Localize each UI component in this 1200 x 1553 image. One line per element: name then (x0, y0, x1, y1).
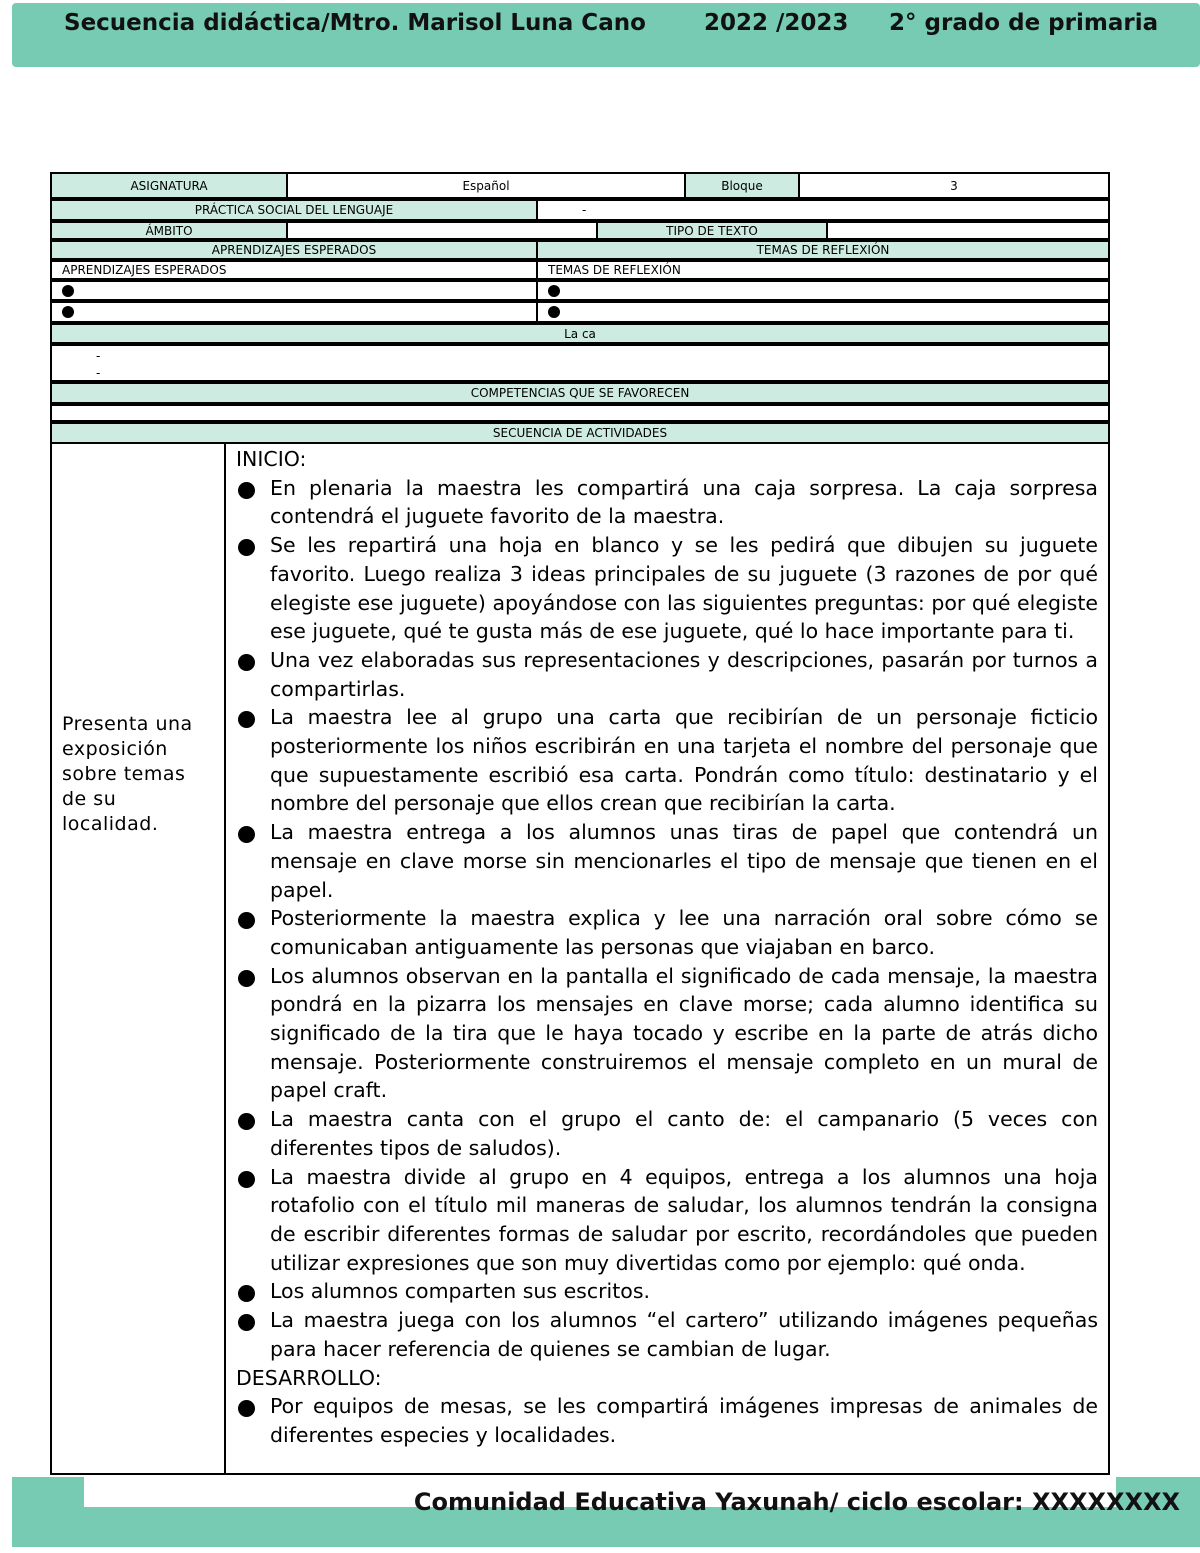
activity-item: La maestra entrega a los alumnos unas tiras de papel que contendrá un mensaje en clave morse sin mencionarles el tipo de mensaje que tienen en el papel. (236, 818, 1098, 904)
bloque-value: 3 (800, 174, 1108, 197)
activity-item: Posteriormente la maestra explica y lee una narración oral sobre cómo se comunicaban antiguamente las personas que viajaban en barco. (236, 904, 1098, 961)
aprendizaje-item (52, 282, 538, 299)
sequence-content (236, 445, 1098, 1450)
activity-item: Los alumnos comparten sus escritos. (236, 1277, 1098, 1306)
aprendizajes-header: APRENDIZAJES ESPERADOS (52, 242, 538, 258)
competencias-label: COMPETENCIAS QUE SE FAVORECEN (470, 386, 690, 400)
activity-item: Por equipos de mesas, se les compartirá imágenes impresas de animales de diferentes especies y localidades. (236, 1392, 1098, 1449)
bloque-label: Bloque (686, 174, 800, 197)
practica-value: - (538, 201, 1108, 219)
row-ambito (50, 221, 1110, 240)
row-bullets-1 (50, 280, 1110, 301)
row-asignatura (50, 172, 1110, 199)
secuencia-label: SECUENCIA DE ACTIVIDADES (492, 426, 668, 440)
side-text: Presenta una exposición sobre temas de su localidad. (62, 713, 193, 835)
ambito-value (288, 223, 598, 238)
activity-item: La maestra lee al grupo una carta que recibirían de un personaje ficticio posteriormente los niños escribirán en una tarjeta el nombre del personaje que que supuestamente escribió esa carta. Pondrán como título: destinatario y el nombre del personaje que ellos crean que recibirían la carta. (236, 703, 1098, 818)
row-practica (50, 199, 1110, 221)
desarrollo-list (236, 1392, 1098, 1449)
row-aprendizajes-sub (50, 260, 1110, 280)
aprendizajes-sub: APRENDIZAJES ESPERADOS (52, 262, 538, 278)
dash-list (96, 348, 100, 382)
temas-header: TEMAS DE REFLEXIÓN (756, 243, 890, 257)
row-aprendizajes-header (50, 240, 1110, 260)
activity-item: Una vez elaboradas sus representaciones y descripciones, pasarán por turnos a compartirlas. (236, 646, 1098, 703)
bullet-icon (62, 285, 74, 297)
row-bullets-2 (50, 301, 1110, 323)
activity-item: En plenaria la maestra les compartirá una caja sorpresa. La caja sorpresa contendrá el juguete favorito de la maestra. (236, 474, 1098, 531)
desarrollo-label: DESARROLLO: (236, 1365, 382, 1390)
activity-item: La maestra divide al grupo en 4 equipos, entrega a los alumnos una hoja rotafolio con el título mil maneras de saludar, los alumnos tendrán la consigna de escribir diferentes formas de saludar por escrito, recordándoles que pueden utilizar expresiones que son muy divertidas como por ejemplo: qué onda. (236, 1163, 1098, 1278)
row-dashes (50, 344, 1110, 382)
tema-item (538, 303, 1108, 321)
bullet-icon (62, 306, 74, 318)
header-title: Secuencia didáctica/Mtro. Marisol Luna Cano (64, 10, 646, 36)
row-competencias-value (50, 404, 1110, 422)
asignatura-value: Español (288, 174, 686, 197)
tema-item (538, 282, 1108, 299)
activity-item: La maestra juega con los alumnos “el cartero” utilizando imágenes pequeñas para hacer referencia de quienes se cambian de lugar. (236, 1306, 1098, 1363)
tipo-texto-label: TIPO DE TEXTO (598, 223, 828, 238)
bullet-icon (548, 285, 560, 297)
sequence-left-column (52, 442, 226, 1473)
dash-item: - (96, 349, 101, 363)
inicio-label: INICIO: (236, 447, 307, 471)
dash-item: - (96, 366, 101, 380)
row-secuencia (50, 422, 1110, 444)
header-grade: 2° grado de primaria (889, 10, 1159, 36)
ambito-label: ÁMBITO (52, 223, 288, 238)
row-la-ca (50, 323, 1110, 344)
activity-item: Se les repartirá una hoja en blanco y se les pedirá que dibujen su juguete favorito. Luego realiza 3 ideas principales de su juguete (3 razones de por qué elegiste ese juguete) apoyándose con las siguientes preguntas: por qué elegiste ese juguete, qué te gusta más de ese juguete, qué lo hace importante para ti. (236, 531, 1098, 646)
bullet-icon (548, 306, 560, 318)
activity-item: Los alumnos observan en la pantalla el significado de cada mensaje, la maestra pondrá en la pizarra los mensajes en clave morse; cada alumno identifica su significado de la tira que le haya tocado y escribe en la parte de atrás dicho mensaje. Posteriormente construiremos el mensaje completo en un mural de papel craft. (236, 962, 1098, 1106)
aprendizaje-item (52, 303, 538, 321)
row-competencias (50, 382, 1110, 404)
footer-text: Comunidad Educativa Yaxunah/ ciclo escolar: XXXXXXXX (413, 1488, 1180, 1516)
la-ca-label: La ca (564, 326, 596, 341)
practica-label: PRÁCTICA SOCIAL DEL LENGUAJE (52, 201, 538, 219)
sequence-section (50, 442, 1110, 1475)
asignatura-label: ASIGNATURA (52, 174, 288, 197)
tipo-texto-value (828, 223, 1108, 238)
activity-item: La maestra canta con el grupo el canto de: el campanario (5 veces con diferentes tipos de saludos). (236, 1105, 1098, 1162)
header-year: 2022 /2023 (704, 10, 849, 36)
temas-sub: TEMAS DE REFLEXIÓN (538, 262, 1108, 278)
inicio-list (236, 474, 1098, 1364)
